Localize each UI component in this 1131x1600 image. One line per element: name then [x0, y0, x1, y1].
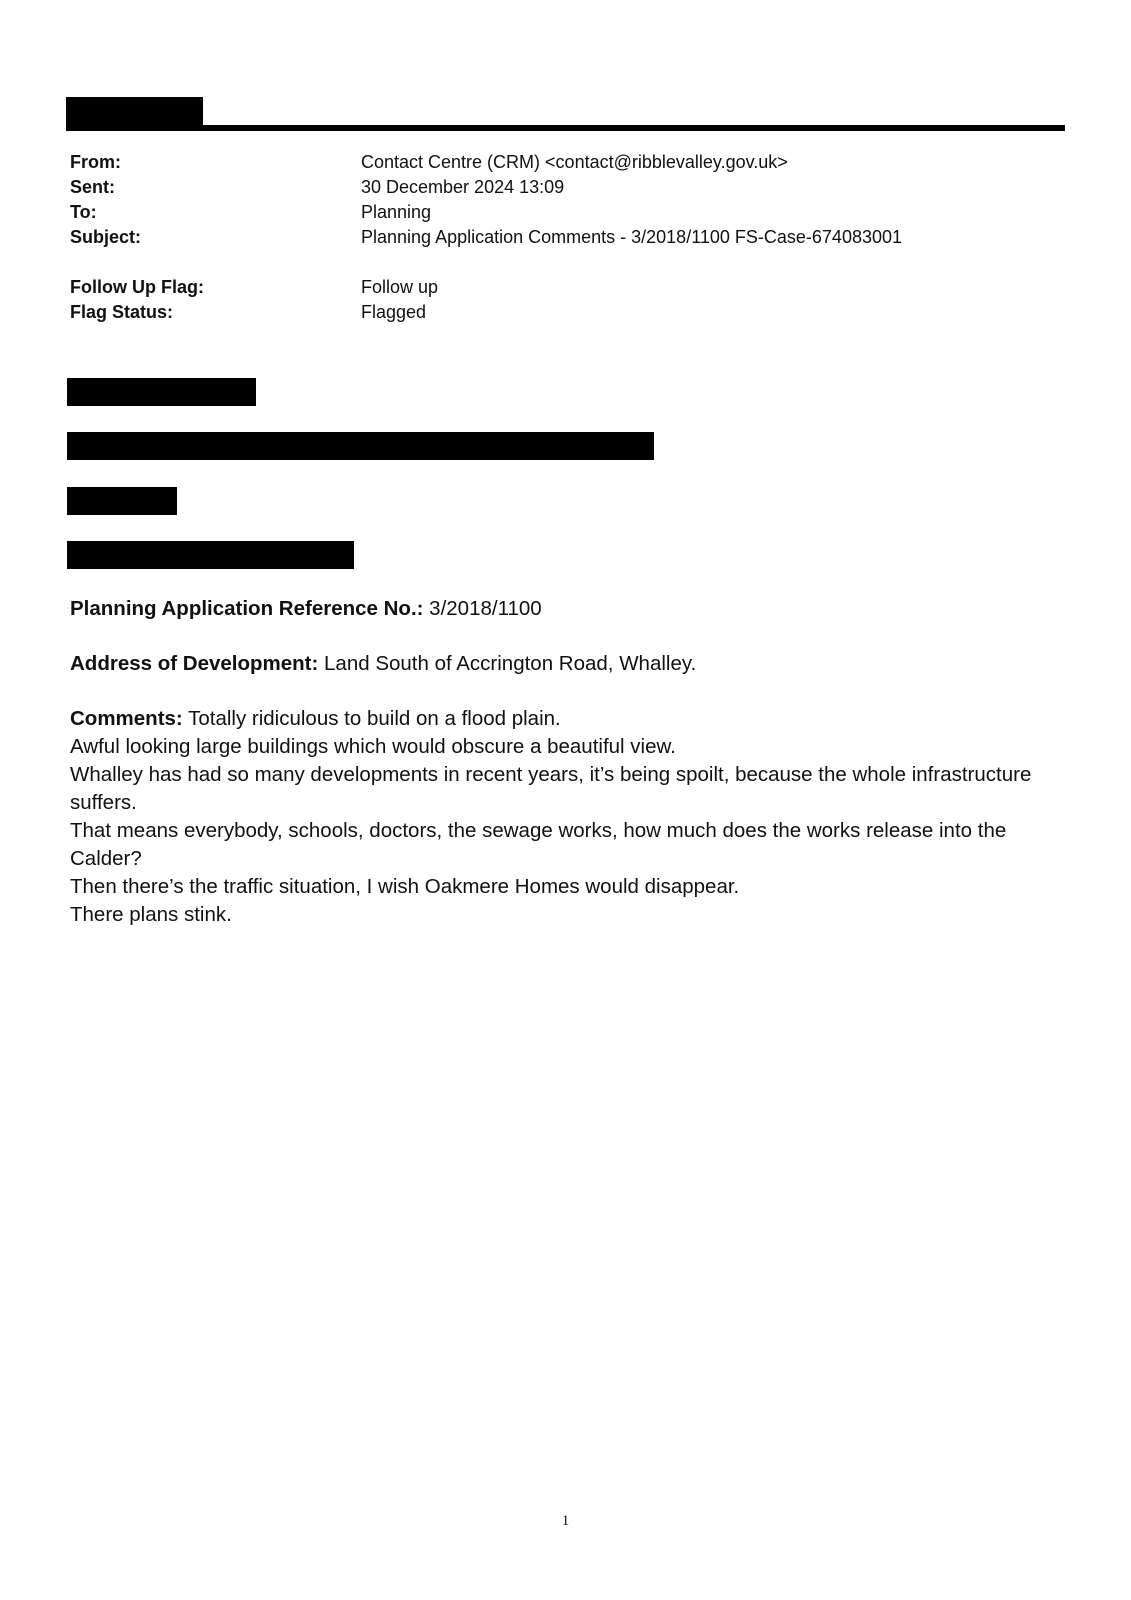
- flag-status-value: Flagged: [361, 302, 427, 322]
- redaction-block-2: [67, 432, 654, 460]
- flag-status-row: [70, 300, 1060, 325]
- follow-up-flag-row: [70, 275, 1060, 300]
- to-row: [70, 200, 1060, 225]
- comment-line: Awful looking large buildings which would obscure a beautiful view.: [70, 735, 676, 758]
- reference-label: Planning Application Reference No.:: [70, 597, 424, 620]
- subject-row: [70, 225, 1060, 250]
- sent-value: 30 December 2024 13:09: [361, 177, 565, 197]
- address-paragraph: [70, 650, 1060, 678]
- email-body: [70, 595, 1060, 956]
- address-label: Address of Development:: [70, 652, 319, 675]
- comment-line: That means everybody, schools, doctors, the sewage works, how much does the works release into the Calder?: [70, 819, 1007, 870]
- reference-paragraph: [70, 595, 1060, 623]
- subject-value: Planning Application Comments - 3/2018/1100 FS-Case-674083001: [361, 227, 903, 247]
- redaction-block-3: [67, 487, 177, 515]
- sent-label: Sent:: [70, 177, 115, 197]
- metadata-spacer: [70, 250, 1060, 275]
- email-metadata: [70, 150, 1060, 325]
- reference-value: 3/2018/1100: [423, 597, 542, 620]
- header-divider: [66, 125, 1065, 131]
- comments-paragraph: [70, 705, 1060, 929]
- subject-label: Subject:: [70, 227, 142, 247]
- flag-status-label: Flag Status:: [70, 302, 174, 322]
- follow-up-flag-label: Follow Up Flag:: [70, 277, 204, 297]
- sent-row: [70, 175, 1060, 200]
- from-label: From:: [70, 152, 121, 172]
- comment-line: Whalley has had so many developments in recent years, it’s being spoilt, because the whole infrastructure suffers.: [70, 763, 1032, 814]
- from-value: Contact Centre (CRM) <contact@ribblevalley.gov.uk>: [361, 152, 788, 172]
- follow-up-flag-value: Follow up: [361, 277, 439, 297]
- comment-line: Then there’s the traffic situation, I wish Oakmere Homes would disappear.: [70, 875, 740, 898]
- from-row: [70, 150, 1060, 175]
- comment-line: [70, 705, 1060, 733]
- redaction-block-4: [67, 541, 354, 569]
- comment-line: There plans stink.: [70, 903, 232, 926]
- to-label: To:: [70, 202, 97, 222]
- to-value: Planning: [361, 202, 432, 222]
- redaction-block-header-name: [66, 97, 203, 127]
- comments-label: Comments:: [70, 707, 183, 730]
- address-value: Land South of Accrington Road, Whalley.: [318, 652, 697, 675]
- page-number: 1: [561, 1513, 570, 1529]
- comments-first-line: Totally ridiculous to build on a flood plain.: [182, 707, 561, 730]
- redaction-block-1: [67, 378, 256, 406]
